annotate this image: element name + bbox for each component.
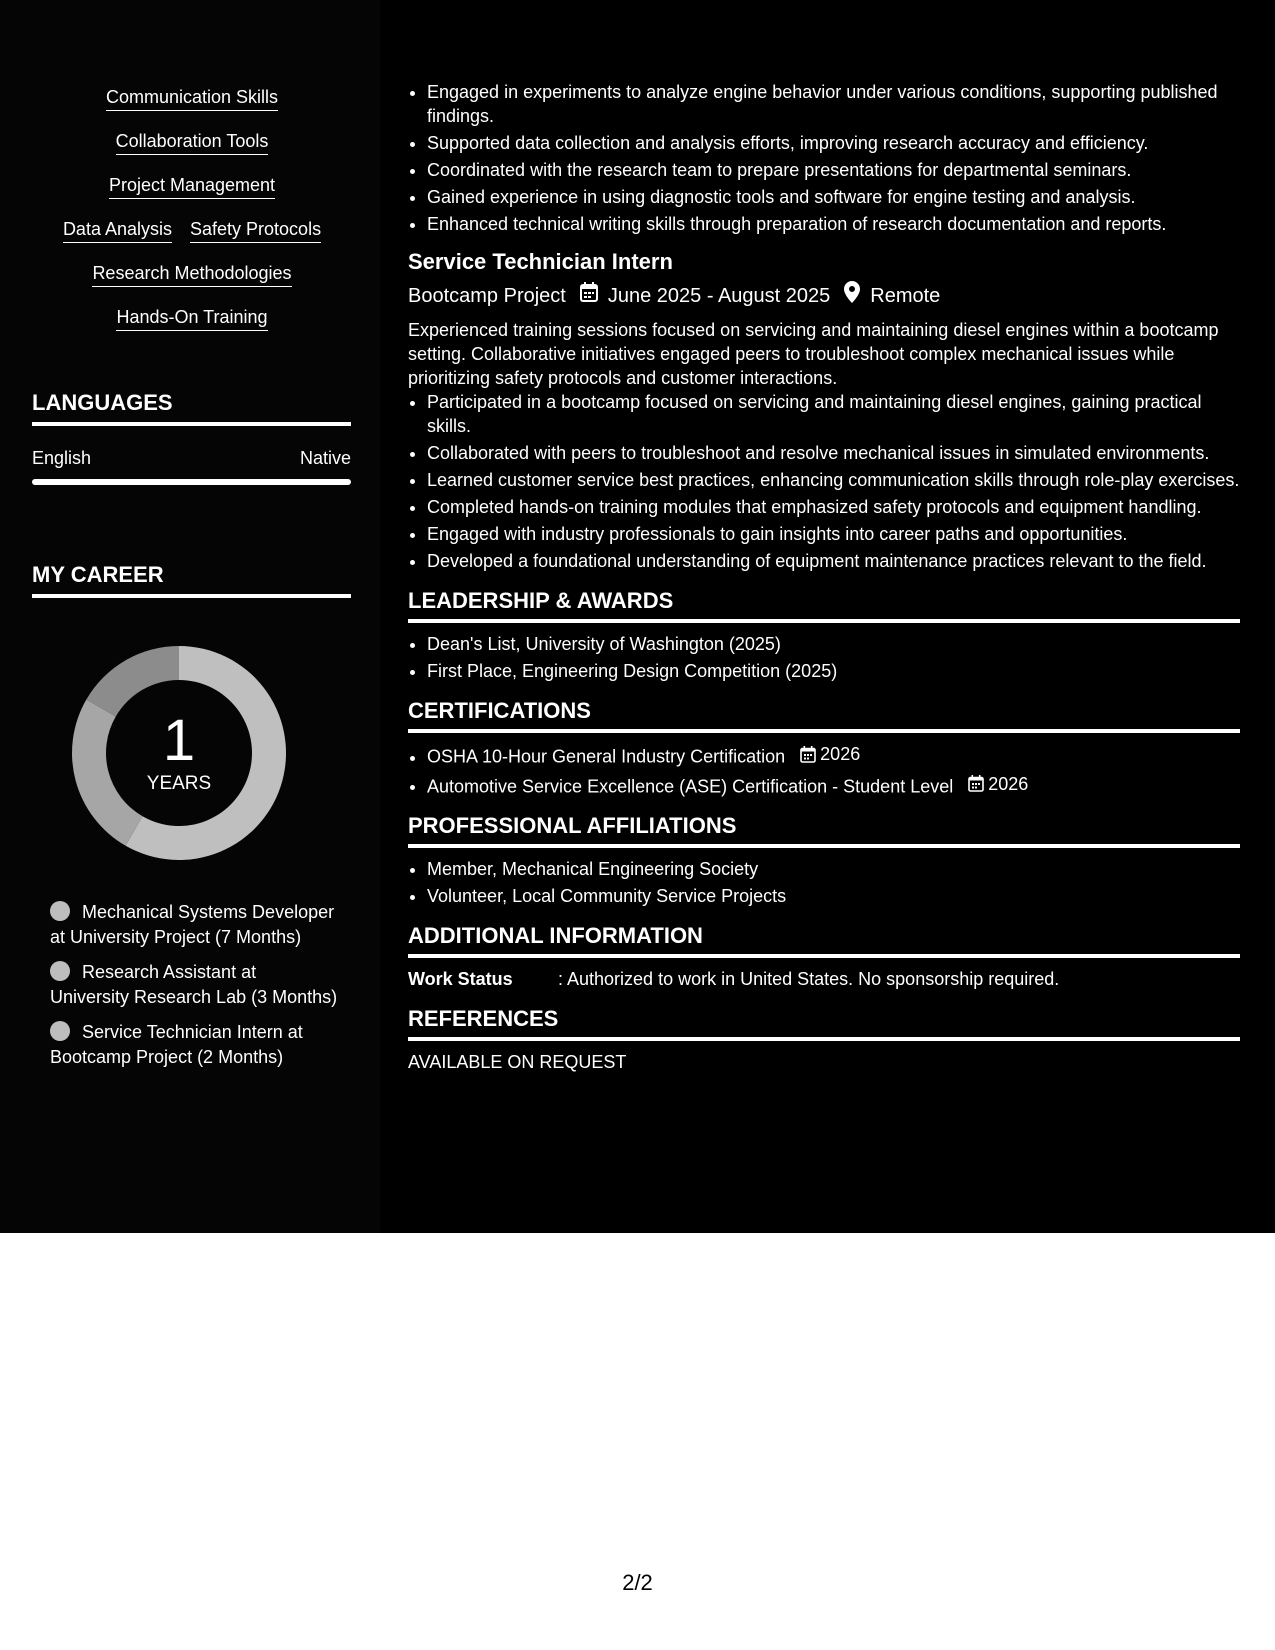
bullet-item: • Learned customer service best practices, enhancing communication skills through role-play exercises. <box>427 468 1240 492</box>
references-text: AVAILABLE ON REQUEST <box>408 1052 627 1072</box>
job-dates: June 2025 - August 2025 <box>607 284 831 307</box>
skill-tag: Data Analysis <box>63 218 172 243</box>
leadership-heading: LEADERSHIP & AWARDS <box>408 587 1240 623</box>
references-heading: REFERENCES <box>408 1005 1240 1041</box>
skill-row <box>32 174 352 199</box>
skill-tag: Project Management <box>109 174 275 199</box>
skill-row <box>32 218 352 243</box>
bullet-item: • Participated in a bootcamp focused on servicing and maintaining diesel engines, gaining practical skills. <box>427 390 1240 438</box>
work-status-label: Work Status <box>408 969 513 989</box>
calendar-icon <box>800 746 816 763</box>
bullet-item: • Developed a foundational understanding of equipment maintenance practices relevant to the field. <box>427 549 1240 573</box>
affiliations-list <box>408 857 1240 908</box>
bullet-item: • Engaged in experiments to analyze engine behavior under various conditions, supporting published findings. <box>427 80 1240 128</box>
career-heading: MY CAREER <box>32 562 351 598</box>
career-item: Research Assistant at University Research Lab (3 Months) <box>50 962 338 1007</box>
job-location: Remote <box>870 284 941 307</box>
affiliation-item: • Volunteer, Local Community Service Projects <box>427 884 1240 908</box>
certifications-list <box>408 742 1240 798</box>
job-meta <box>408 281 1240 310</box>
location-pin-icon <box>844 281 860 310</box>
bullet-item: • Gained experience in using diagnostic tools and software for engine testing and analysis. <box>427 185 1240 209</box>
skill-row <box>32 86 352 111</box>
languages-heading: LANGUAGES <box>32 390 351 426</box>
certifications-heading: CERTIFICATIONS <box>408 697 1240 733</box>
career-donut-chart <box>66 640 292 866</box>
prev-job-bullets <box>408 80 1240 236</box>
job-company: Bootcamp Project <box>408 284 566 307</box>
job-bullets <box>408 390 1240 573</box>
work-status-row <box>408 967 1240 991</box>
skill-row <box>32 306 352 331</box>
skill-tag: Collaboration Tools <box>116 130 269 155</box>
affiliation-item: • Member, Mechanical Engineering Society <box>427 857 1240 881</box>
award-item: • Dean's List, University of Washington (2025) <box>427 632 1240 656</box>
language-item <box>32 448 351 469</box>
career-total-number: 1 <box>162 708 196 773</box>
calendar-icon <box>968 775 984 792</box>
career-dot-icon <box>50 901 70 921</box>
skill-tag: Research Methodologies <box>92 262 291 287</box>
language-proficiency-bar <box>32 479 351 485</box>
career-dot-icon <box>50 961 70 981</box>
skill-row <box>32 262 352 287</box>
bullet-item: • Coordinated with the research team to prepare presentations for departmental seminars. <box>427 158 1240 182</box>
bullet-item: • Enhanced technical writing skills through preparation of research documentation and reports. <box>427 212 1240 236</box>
certification-year: 2026 <box>988 773 1029 794</box>
job-title: Service Technician Intern <box>408 249 673 274</box>
career-total <box>66 640 292 866</box>
bullet-item: • Supported data collection and analysis efforts, improving research accuracy and efficiency. <box>427 131 1240 155</box>
calendar-icon <box>580 282 598 309</box>
bullet-item: • Engaged with industry professionals to gain insights into career paths and opportunities. <box>427 522 1240 546</box>
language-name: English <box>32 448 92 468</box>
certification-item: • Automotive Service Excellence (ASE) Certification - Student Level 2026 <box>427 772 1240 799</box>
skill-tag: Hands-On Training <box>116 306 267 331</box>
bullet-item: • Collaborated with peers to troubleshoot and resolve mechanical issues in simulated environments. <box>427 441 1240 465</box>
language-level: Native <box>299 448 351 468</box>
career-list <box>50 900 340 1080</box>
main-column <box>408 80 1240 1074</box>
job-description: Experienced training sessions focused on servicing and maintaining diesel engines within a bootcamp setting. Collaborative initiatives engaged peers to troubleshoot complex mechanical issues while prioritizing safety protocols and customer interactions. <box>408 320 1219 388</box>
certification-year: 2026 <box>820 744 861 764</box>
bullet-item: • Completed hands-on training modules that emphasized safety protocols and equipment handling. <box>427 495 1240 519</box>
sidebar <box>0 0 380 1233</box>
skills-list <box>32 86 352 350</box>
certification-item: • OSHA 10-Hour General Industry Certification 2026 <box>427 742 1240 769</box>
additional-info-heading: ADDITIONAL INFORMATION <box>408 922 1240 958</box>
skill-tag: Communication Skills <box>106 86 278 111</box>
leadership-list <box>408 632 1240 683</box>
career-item: Mechanical Systems Developer at University Project (7 Months) <box>50 902 335 947</box>
affiliations-heading: PROFESSIONAL AFFILIATIONS <box>408 812 1240 848</box>
career-dot-icon <box>50 1021 70 1041</box>
career-total-unit: YEARS <box>146 773 212 794</box>
page-number: 2/2 <box>622 1570 653 1595</box>
skill-tag: Safety Protocols <box>190 218 321 243</box>
skill-row <box>32 130 352 155</box>
work-status-value: : Authorized to work in United States. No sponsorship required. <box>558 969 1060 989</box>
award-item: • First Place, Engineering Design Competition (2025) <box>427 659 1240 683</box>
career-item: Service Technician Intern at Bootcamp Project (2 Months) <box>50 1022 303 1067</box>
